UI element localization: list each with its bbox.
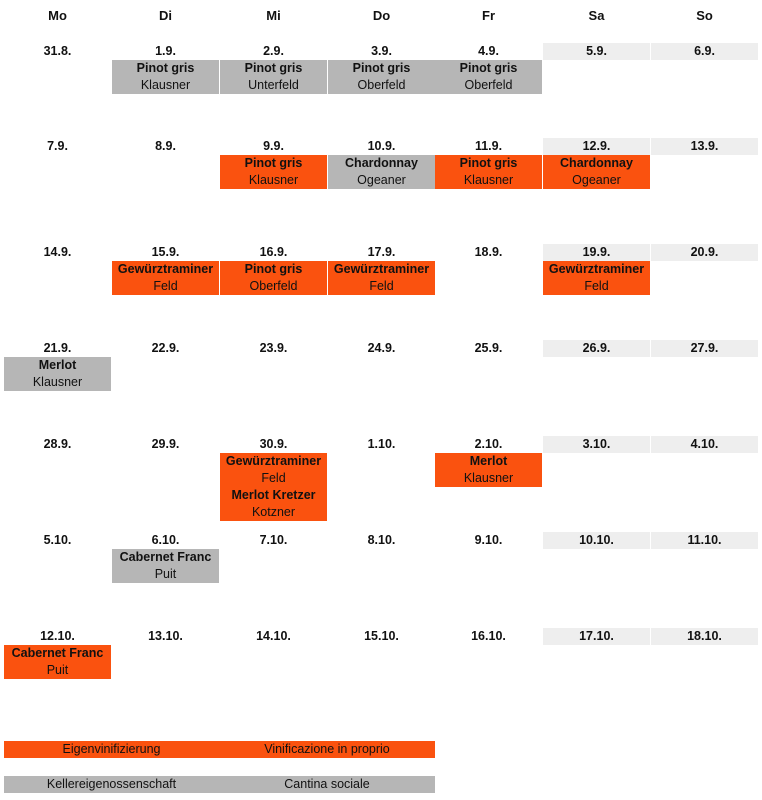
harvest-entry-coop (328, 60, 435, 94)
grape-variety: Gewürztraminer (225, 454, 322, 468)
day-date: 1.9. (155, 44, 176, 58)
harvest-entry-coop (112, 60, 219, 94)
weekday-header-6: So (696, 8, 713, 23)
vineyard-location: Feld (261, 471, 286, 485)
vineyard-location: Feld (369, 279, 394, 293)
grape-variety: Gewürztraminer (117, 262, 214, 276)
day-date: 10.9. (367, 139, 396, 153)
day-date: 2.9. (263, 44, 284, 58)
vineyard-location: Feld (584, 279, 609, 293)
weekday-header-0: Mo (48, 8, 67, 23)
vineyard-location: Klausner (463, 471, 514, 485)
day-date: 5.10. (43, 533, 72, 547)
grape-variety: Pinot gris (244, 61, 303, 75)
grape-variety: Cabernet Franc (119, 550, 212, 564)
vineyard-location: Kotzner (251, 505, 296, 519)
vineyard-location: Feld (153, 279, 178, 293)
harvest-entry-coop (220, 60, 327, 94)
vineyard-location: Unterfeld (248, 78, 299, 92)
day-date: 5.9. (543, 43, 650, 60)
legend-coop-label-de: Kellereigenossenschaft (46, 777, 177, 791)
day-date: 1.10. (367, 437, 396, 451)
day-date: 6.9. (651, 43, 758, 60)
day-date: 20.9. (651, 244, 758, 261)
harvest-entry-own (4, 645, 111, 679)
day-date: 11.9. (474, 139, 503, 153)
day-date: 9.10. (474, 533, 503, 547)
day-date: 9.9. (263, 139, 284, 153)
harvest-entry-own (543, 155, 650, 189)
grape-variety: Merlot (469, 454, 508, 468)
day-date: 2.10. (474, 437, 503, 451)
day-date: 13.9. (651, 138, 758, 155)
day-date: 23.9. (259, 341, 288, 355)
harvest-entry-own (435, 453, 542, 487)
day-date: 17.10. (543, 628, 650, 645)
vineyard-location: Ogeaner (357, 173, 406, 187)
harvest-entry-coop (4, 357, 111, 391)
day-date: 6.10. (151, 533, 180, 547)
day-date: 18.10. (651, 628, 758, 645)
harvest-entry-own (543, 261, 650, 295)
grape-variety: Chardonnay (560, 156, 633, 170)
day-date: 15.10. (364, 629, 399, 643)
grape-variety: Merlot (38, 358, 77, 372)
harvest-entry-own (220, 453, 327, 521)
grape-variety: Pinot gris (459, 156, 518, 170)
grape-variety: Cabernet Franc (11, 646, 104, 660)
weekday-header-3: Do (372, 8, 391, 23)
day-date: 15.9. (151, 245, 180, 259)
day-date: 8.10. (367, 533, 396, 547)
grape-variety: Pinot gris (244, 262, 303, 276)
vineyard-location: Puit (154, 567, 177, 581)
day-date: 18.9. (474, 245, 503, 259)
harvest-entry-own (112, 261, 219, 295)
day-date: 19.9. (543, 244, 650, 261)
day-date: 7.10. (259, 533, 288, 547)
grape-variety: Chardonnay (345, 156, 418, 170)
weekday-header-1: Di (159, 8, 172, 23)
grape-variety: Gewürztraminer (548, 262, 645, 276)
day-date: 27.9. (651, 340, 758, 357)
legend-own-label-it: Vinificazione in proprio (264, 742, 390, 756)
day-date: 31.8. (43, 44, 72, 58)
day-date: 7.9. (47, 139, 68, 153)
legend-own-label-de: Eigenvinifizierung (62, 742, 161, 756)
day-date: 21.9. (43, 341, 72, 355)
legend-own-vinification (4, 741, 435, 758)
day-date: 16.10. (471, 629, 506, 643)
day-date: 17.9. (367, 245, 396, 259)
harvest-entry-own (328, 261, 435, 295)
harvest-entry-own (220, 155, 327, 189)
grape-variety: Gewürztraminer (333, 262, 430, 276)
day-date: 14.9. (43, 245, 72, 259)
vineyard-location: Oberfeld (249, 279, 298, 293)
vineyard-location: Oberfeld (357, 78, 406, 92)
grape-variety: Pinot gris (244, 156, 303, 170)
day-date: 4.9. (478, 44, 499, 58)
legend-cooperative (4, 776, 435, 793)
grape-variety: Pinot gris (136, 61, 195, 75)
day-date: 24.9. (367, 341, 396, 355)
vineyard-location: Klausner (140, 78, 191, 92)
harvest-entry-coop (435, 60, 542, 94)
day-date: 16.9. (259, 245, 288, 259)
harvest-entry-own (435, 155, 542, 189)
day-date: 11.10. (651, 532, 758, 549)
grape-variety: Merlot Kretzer (231, 488, 316, 502)
legend-coop-label-it: Cantina sociale (284, 777, 370, 791)
day-date: 30.9. (259, 437, 288, 451)
day-date: 22.9. (151, 341, 180, 355)
vineyard-location: Oberfeld (464, 78, 513, 92)
day-date: 8.9. (155, 139, 176, 153)
harvest-entry-own (220, 261, 327, 295)
day-date: 13.10. (148, 629, 183, 643)
day-date: 10.10. (543, 532, 650, 549)
day-date: 3.9. (371, 44, 392, 58)
day-date: 12.10. (40, 629, 75, 643)
day-date: 3.10. (543, 436, 650, 453)
weekday-header-5: Sa (588, 8, 605, 23)
day-date: 28.9. (43, 437, 72, 451)
weekday-header-4: Fr (482, 8, 495, 23)
day-date: 12.9. (543, 138, 650, 155)
vineyard-location: Klausner (248, 173, 299, 187)
day-date: 26.9. (543, 340, 650, 357)
vineyard-location: Klausner (32, 375, 83, 389)
grape-variety: Pinot gris (459, 61, 518, 75)
grape-variety: Pinot gris (352, 61, 411, 75)
day-date: 25.9. (474, 341, 503, 355)
vineyard-location: Klausner (463, 173, 514, 187)
harvest-entry-coop (328, 155, 435, 189)
vineyard-location: Ogeaner (572, 173, 621, 187)
harvest-entry-coop (112, 549, 219, 583)
vineyard-location: Puit (46, 663, 69, 677)
day-date: 29.9. (151, 437, 180, 451)
day-date: 14.10. (256, 629, 291, 643)
day-date: 4.10. (651, 436, 758, 453)
weekday-header-2: Mi (266, 8, 281, 23)
